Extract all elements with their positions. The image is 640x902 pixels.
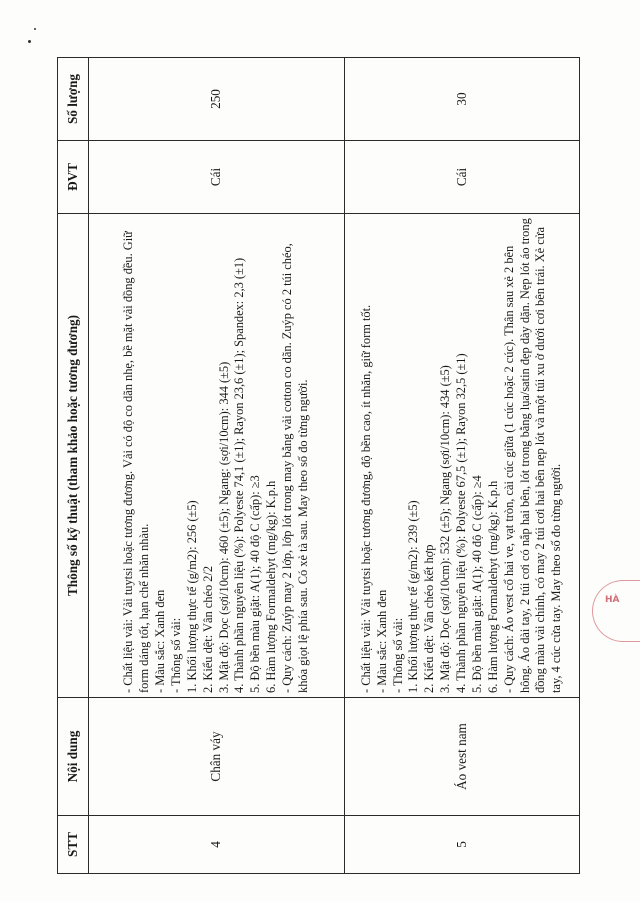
spec-line: 5. Độ bền màu giặt: A(1); 40 độ C (cấp): ≥4 [469,475,484,693]
spec-line: 1. Khối lượng thực tế (g/m2): 239 (±5) [406,500,421,693]
spec-line: 5. Độ bền màu giặt: A(1); 40 độ C (cấp): ≥3 [248,475,263,693]
header-thong-so: Thông số kỹ thuật (tham khảo hoặc tương đương) [58,214,89,698]
header-stt: STT [58,816,89,874]
row-noi-dung: Áo vest nam [345,698,580,816]
spec-line: 1. Khối lượng thực tế (g/m2): 256 (±5) [184,500,199,693]
row-stt: 4 [89,816,345,874]
spec-line: - Quy cách: Zuýp may 2 lớp, lớp lót trong may bằng vải cotton co dãn. Zuýp có 2 túi chéo, khóa giọt lệ phía sau. Có xẻ tà sau. May theo số đo từng người. [280,243,310,693]
row-dvt: Cái [345,141,580,214]
table-row [345,58,580,874]
spec-line: - Màu sắc: Xanh đen [153,589,167,693]
spec-line: - Quy cách: Áo vest cổ hai ve, vạt tròn, cài cúc giữa (1 cúc hoặc 2 cúc). Thân sau xẻ 2 bên hông. Áo dài tay, 2 túi cơi có nắp hai bên, lót trong bằng lụa/satin đẹp dày dặn. Nẹp lót áo trong đồng màu vải chính, có may 2 túi cơi hai bên nẹp lót và một túi xu ở dưới cơi bên trái. Xẻ cửa tay, 4 cúc cửa tay. May theo số đo từng người. [501,218,564,693]
spec-line: - Màu sắc: Xanh đen [374,589,389,693]
row-spec [345,214,580,698]
spec-line: 4. Thành phần nguyên liệu (%): Polyeste 67,5 (±1); Rayon 32,5 (±1) [454,353,469,693]
row-so-luong: 250 [89,58,345,141]
row-dvt: Cái [89,141,345,214]
spec-table [57,57,580,874]
spec-line: 3. Mật độ: Dọc (sợi/10cm): 532 (±5); Ngang (sợi/10cm): 434 (±5) [438,365,453,693]
spec-line: - Thông số vải: [390,617,405,693]
header-dvt: ĐVT [58,141,89,214]
rotated-spec-table-container [57,58,580,874]
table-row [89,58,345,874]
scan-speck [34,28,36,30]
header-so-luong: Số lượng [58,58,89,141]
spec-line: - Chất liệu vải: Vải tuytsi hoặc tương đương, độ bền cao, ít nhăn, giữ form tốt. [358,304,373,693]
row-noi-dung: Chân váy [89,698,345,816]
row-spec [89,214,345,698]
stamp-text: HÀ [605,595,620,605]
scan-speck [28,40,31,43]
spec-line: - Chất liệu vải: Vải tuytsi hoặc tương đương. Vải có độ co dãn nhẹ, bề mặt vải đồng đều. Giữ form dáng tốt, hạn chế nhăn nhàu. [121,231,152,693]
red-stamp-partial [592,580,640,642]
spec-line: - Thông số vải: [168,617,183,693]
spec-line: 6. Hàm lượng Formaldehyt (mg/kg): K.p.h [264,480,279,693]
spec-line: 2. Kiểu dệt: Vân chéo kết hợp [422,544,437,693]
row-so-luong: 30 [345,58,580,141]
header-noi-dung: Nội dung [58,698,89,816]
spec-line: 4. Thành phần nguyên liệu (%): Polyeste 74,1 (±1); Rayon 23,6 (±1); Spandex: 2,3 (±1) [232,257,247,693]
spec-line: 6. Hàm lượng Formaldehyt (mg/kg): K.p.h [485,480,500,693]
table-header-row [58,58,89,874]
row-stt: 5 [345,816,580,874]
spec-line: 2. Kiểu dệt: Vân chéo 2/2 [200,565,215,693]
spec-line: 3. Mật độ: Dọc (sợi/10cm): 460 (±5); Ngang: (sợi/10cm): 344 (±5) [216,361,231,693]
